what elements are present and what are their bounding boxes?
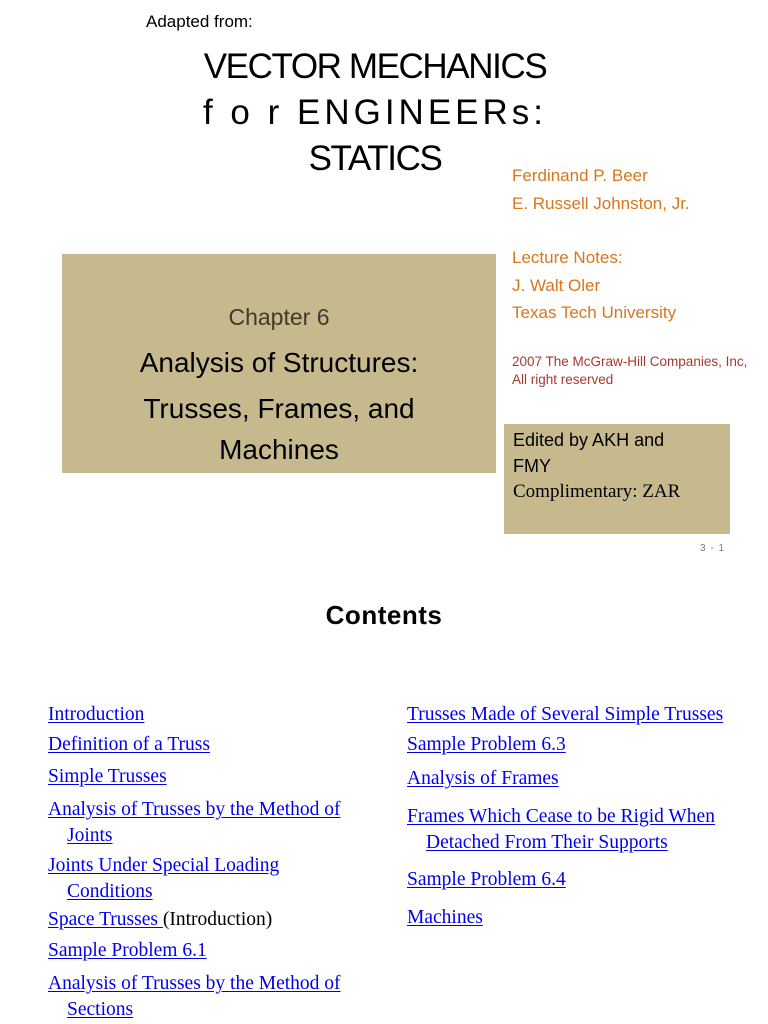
- edited-line-1: Edited by AKH and: [513, 430, 665, 450]
- toc-link-machines[interactable]: [407, 905, 483, 931]
- adapted-from-label: Adapted from:: [146, 12, 253, 31]
- author-2: E. Russell Johnston, Jr.: [512, 194, 690, 213]
- toc-link-sample-problem-6-1[interactable]: [48, 938, 207, 964]
- chapter-title: [62, 340, 496, 468]
- lecture-notes-block: [512, 244, 676, 327]
- toc-link-sample-problem-6-4[interactable]: [407, 867, 566, 893]
- toc-link-text[interactable]: Simple Trusses: [48, 766, 167, 787]
- toc-link-definition-of-truss[interactable]: [48, 732, 210, 758]
- toc-link-joints-special-loading[interactable]: [48, 853, 279, 905]
- toc-link-simple-trusses[interactable]: [48, 764, 167, 790]
- book-title-line-2: [150, 90, 600, 136]
- chapter-number: Chapter 6: [228, 304, 330, 330]
- toc-link-frames-cease-rigid[interactable]: [407, 804, 715, 856]
- toc-link-introduction[interactable]: [48, 702, 144, 728]
- lecture-author: J. Walt Oler: [512, 275, 601, 295]
- toc-link-text[interactable]: Introduction: [48, 704, 145, 725]
- toc-link-text[interactable]: Machines: [407, 907, 483, 928]
- toc-link-method-of-sections[interactable]: [48, 971, 341, 1023]
- toc-link-text[interactable]: Trusses Made of Several Simple Trusses: [407, 704, 724, 725]
- authors-block: [512, 162, 690, 218]
- lecture-university: Texas Tech University: [512, 303, 677, 322]
- copyright-notice: 2007 The McGraw-Hill Companies, Inc, All right reserved: [512, 354, 748, 387]
- toc-link-text[interactable]: Definition of a Truss: [48, 734, 210, 755]
- toc-link-text[interactable]: Sample Problem 6.1: [48, 940, 207, 961]
- toc-link-text[interactable]: Analysis of Frames: [407, 768, 559, 789]
- toc-link-text[interactable]: Space Trusses: [48, 909, 163, 930]
- toc-link-method-of-joints[interactable]: [48, 797, 341, 849]
- toc-link-text[interactable]: Analysis of Trusses by the Method of: [48, 973, 341, 994]
- toc-link-space-trusses[interactable]: [48, 907, 272, 933]
- chapter-title-line-1: Analysis of Structures:: [139, 347, 419, 378]
- chapter-box: [62, 254, 496, 473]
- edited-by-text: [513, 427, 723, 505]
- toc-link-text[interactable]: Analysis of Trusses by the Method of: [48, 799, 341, 820]
- toc-link-text-continued[interactable]: Sections: [67, 999, 134, 1020]
- edited-by-box: [504, 424, 730, 534]
- toc-link-text[interactable]: Sample Problem 6.3: [407, 734, 566, 755]
- author-1: Ferdinand P. Beer: [512, 166, 648, 185]
- toc-link-text-continued[interactable]: Conditions: [67, 881, 153, 902]
- edited-line-2: FMY: [513, 456, 551, 476]
- chapter-title-line-3: Machines: [219, 434, 339, 465]
- toc-link-text-continued[interactable]: Detached From Their Supports: [426, 832, 668, 853]
- toc-link-text-continued[interactable]: Joints: [67, 825, 113, 846]
- book-title-line-1: VECTOR MECHANICS: [203, 47, 547, 86]
- chapter-title-line-2: Trusses, Frames, and: [143, 393, 415, 424]
- toc-link-analysis-of-frames[interactable]: [407, 766, 559, 792]
- toc-link-several-simple-trusses[interactable]: [407, 702, 723, 728]
- toc-link-text[interactable]: Frames Which Cease to be Rigid When: [407, 806, 715, 827]
- page-number: 3 - 1: [700, 543, 726, 554]
- book-title-line-3: STATICS: [308, 139, 442, 178]
- lecture-notes-label: Lecture Notes:: [512, 248, 623, 267]
- toc-note-introduction: (Introduction): [162, 909, 273, 930]
- toc-link-text[interactable]: Sample Problem 6.4: [407, 869, 566, 890]
- toc-link-text[interactable]: Joints Under Special Loading: [48, 855, 280, 876]
- edited-line-3: Complimentary: ZAR: [513, 481, 681, 502]
- contents-title: Contents: [325, 600, 443, 630]
- toc-link-sample-problem-6-3[interactable]: [407, 732, 566, 758]
- book-title-line-2-text: f o r ENGINEERs:: [202, 93, 548, 132]
